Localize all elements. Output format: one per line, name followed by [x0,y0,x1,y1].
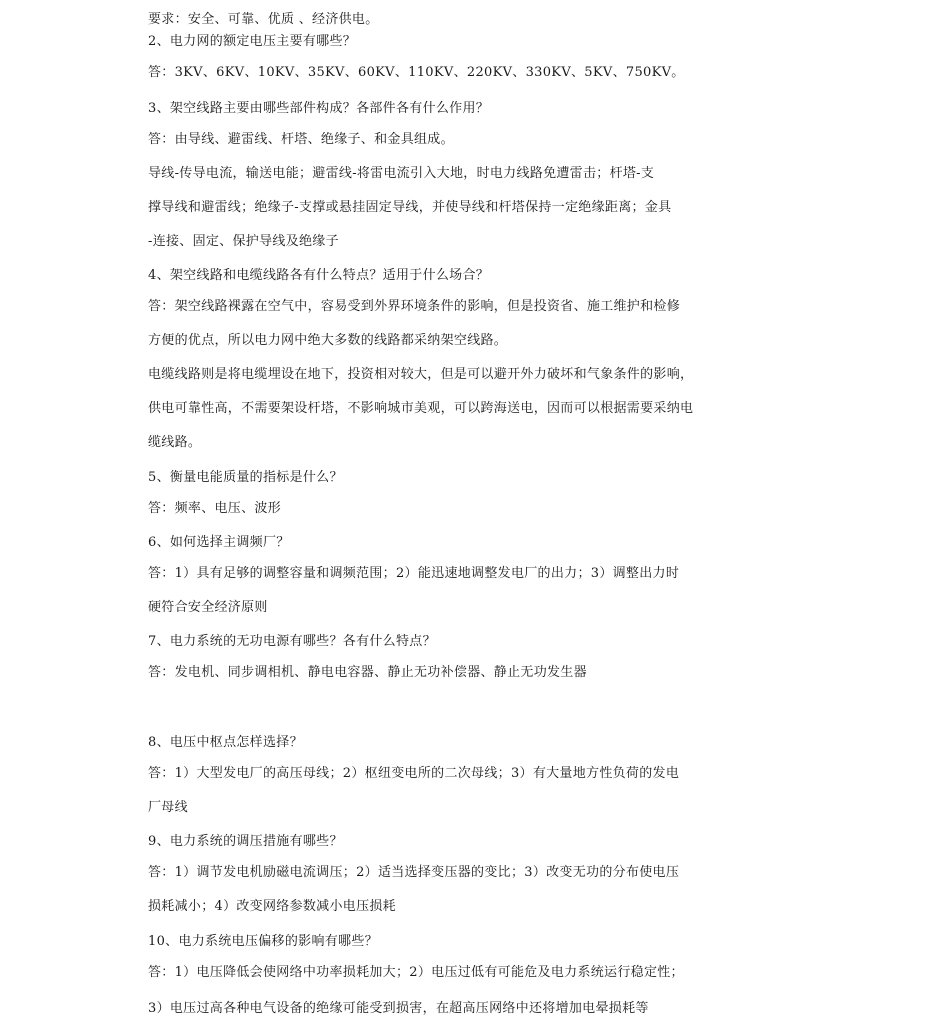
answer-8-line-1: 答：1）大型发电厂的高压母线；2）枢纽变电所的二次母线；3）有大量地方性负荷的发电 [148,766,680,781]
answer-4-line-2: 方便的优点，所以电力网中绝大多数的线路都采纳架空线路。 [148,333,508,348]
answer-8-line-2: 厂母线 [148,800,188,815]
answer-10-line-2: 3）电压过高各种电气设备的绝缘可能受到损害，在超高压网络中还将增加电晕损耗等 [148,1001,649,1016]
answer-9-line-1: 答：1）调节发电机励磁电流调压；2）适当选择变压器的变比；3）改变无功的分布使电压 [148,865,680,880]
question-6: 6、如何选择主调频厂？ [148,535,290,550]
answer-6-line-1: 答：1）具有足够的调整容量和调频范围；2）能迅速地调整发电厂的出力；3）调整出力时 [148,566,680,581]
answer-4-line-1: 答：架空线路裸露在空气中，容易受到外界环境条件的影响，但是投资省、施工维护和检修 [148,299,681,314]
answer-4-line-3: 电缆线路则是将电缆埋设在地下，投资相对较大，但是可以避开外力破坏和气象条件的影响， [148,367,694,382]
question-5: 5、衡量电能质量的指标是什么？ [148,470,343,485]
answer-3: 答：由导线、避雷线、杆塔、绝缘子、和金具组成。 [148,132,454,147]
text-line-requirement: 要求：安全、可靠、优质 、经济供电。 [148,12,379,27]
answer-6-line-2: 硬符合安全经济原则 [148,600,268,615]
answer-9-line-2: 损耗减小；4）改变网络参数减小电压损耗 [148,899,396,914]
answer-4-line-4: 供电可靠性高，不需要架设杆塔，不影响城市美观，可以跨海送电，因而可以根据需要采纳电 [148,401,694,416]
question-7: 7、电力系统的无功电源有哪些？各有什么特点？ [148,634,436,649]
question-10: 10、电力系统电压偏移的影响有哪些？ [148,934,378,949]
answer-10-line-1: 答：1）电压降低会使网络中功率损耗加大；2）电压过低有可能危及电力系统运行稳定性； [148,965,684,980]
answer-7: 答：发电机、同步调相机、静电电容器、静止无功补偿器、静止无功发生器 [148,665,587,680]
answer-3-detail-line-2: 撑导线和避雷线；绝缘子-支撑或悬挂固定导线，并使导线和杆塔保持一定绝缘距离；金具 [148,200,672,215]
question-9: 9、电力系统的调压措施有哪些？ [148,834,343,849]
question-4: 4、架空线路和电缆线路各有什么特点？适用于什么场合？ [148,268,490,283]
answer-3-detail-line-3: -连接、固定、保护导线及绝缘子 [148,234,339,249]
question-8: 8、电压中枢点怎样选择？ [148,735,303,750]
question-2: 2、电力网的额定电压主要有哪些？ [148,34,357,49]
answer-2: 答：3KV、6KV、10KV、35KV、60KV、110KV、220KV、330KV、5KV、750KV。 [148,65,685,80]
question-3: 3、架空线路主要由哪些部件构成？各部件各有什么作用？ [148,101,490,116]
answer-3-detail-line-1: 导线-传导电流，输送电能；避雷线-将雷电流引入大地，时电力线路免遭雷击；杆塔-支 [148,166,655,181]
answer-5: 答：频率、电压、波形 [148,501,282,516]
answer-4-line-5: 缆线路。 [148,435,202,450]
